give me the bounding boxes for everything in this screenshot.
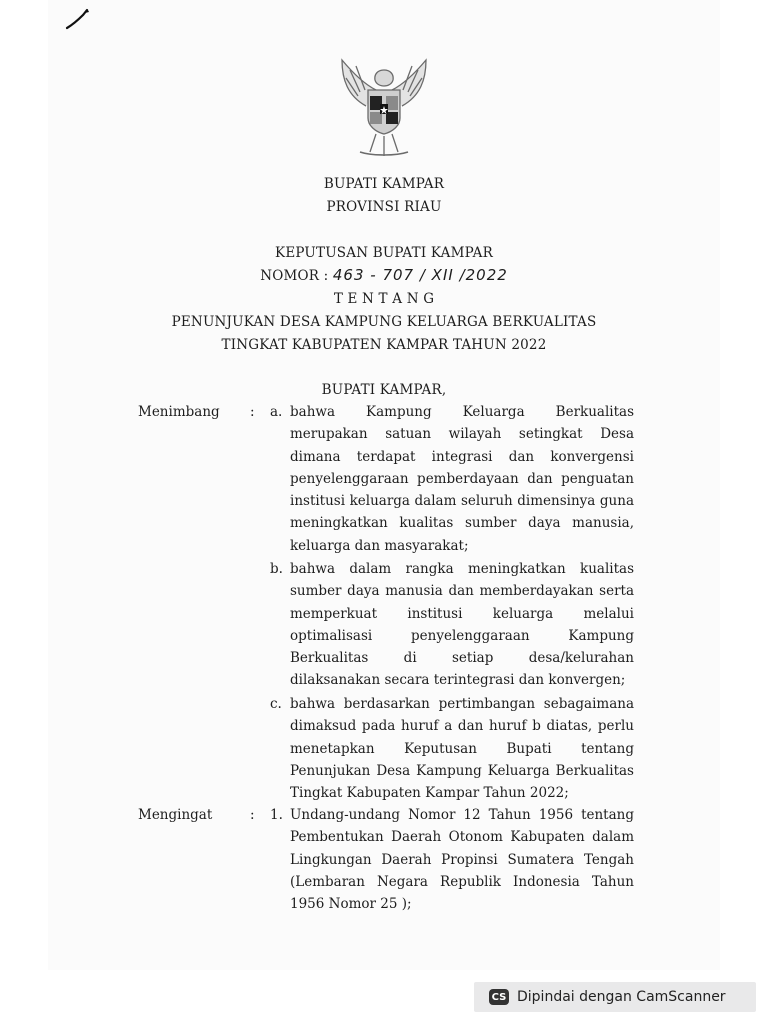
menimbang-item-b-mark: b. — [270, 561, 283, 577]
pen-stroke-icon — [64, 6, 92, 32]
decree-number — [0, 266, 768, 284]
menimbang-item-c-mark: c. — [270, 696, 282, 712]
decree-tentang: T E N T A N G — [333, 291, 435, 307]
mengingat-item-1-text: Undang-undang Nomor 12 Tahun 1956 tentang Pembentukan Daerah Otonom Kabupaten dalam Lingkungan Daerah Propinsi Sumatera Tengah (Lembaran Negara Republik Indonesia Tahun 1956 Nomor 25 ); — [290, 807, 634, 913]
header-province: PROVINSI RIAU — [326, 199, 442, 215]
garuda-emblem-icon — [330, 56, 438, 164]
menimbang-label: Menimbang — [138, 404, 220, 420]
decree-subject-line1: PENUNJUKAN DESA KAMPUNG KELUARGA BERKUALITAS — [171, 314, 597, 330]
menimbang-item-b-text: bahwa dalam rangka meningkatkan kualitas sumber daya manusia dan memberdayakan serta memperkuat institusi keluarga melalui optimalisasi penyelenggaraan Kampung Berkualitas di setiap desa/kelurahan dilaksanakan secara terintegrasi dan konvergen; — [290, 561, 634, 689]
decree-title: KEPUTUSAN BUPATI KAMPAR — [275, 245, 493, 261]
mengingat-label: Mengingat — [138, 807, 213, 823]
mengingat-item-1-mark: 1. — [270, 807, 283, 823]
camscanner-logo-icon: CS — [489, 989, 509, 1005]
decree-number-label: NOMOR : — [260, 268, 329, 284]
menimbang-item-c-text: bahwa berdasarkan pertimbangan sebagaimana dimaksud pada huruf a dan huruf b diatas, perlu menetapkan Keputusan Bupati tentang Penunjukan Desa Kampung Keluarga Berkualitas Tingkat Kabupaten Kampar Tahun 2022; — [290, 696, 634, 802]
decree-subject-line2: TINGKAT KABUPATEN KAMPAR TAHUN 2022 — [221, 337, 547, 353]
menimbang-item-a-mark: a. — [270, 404, 283, 420]
menimbang-item-a-text: bahwa Kampung Keluarga Berkualitas merupakan satuan wilayah setingkat Desa dimana terdapat integrasi dan konvergensi penyelenggaraan pemberdayaan dan penguatan institusi keluarga dalam seluruh dimensinya guna meningkatkan kualitas sumber daya manusia, keluarga dan masyarakat; — [290, 404, 634, 554]
camscanner-text: Dipindai dengan CamScanner — [517, 989, 726, 1005]
header-regent: BUPATI KAMPAR — [323, 176, 445, 192]
menimbang-colon: : — [250, 404, 255, 420]
camscanner-badge — [474, 982, 756, 1012]
decree-number-value: 463 - 707 / XII /2022 — [332, 266, 508, 284]
authority-heading: BUPATI KAMPAR, — [321, 382, 447, 398]
mengingat-colon: : — [250, 807, 255, 823]
